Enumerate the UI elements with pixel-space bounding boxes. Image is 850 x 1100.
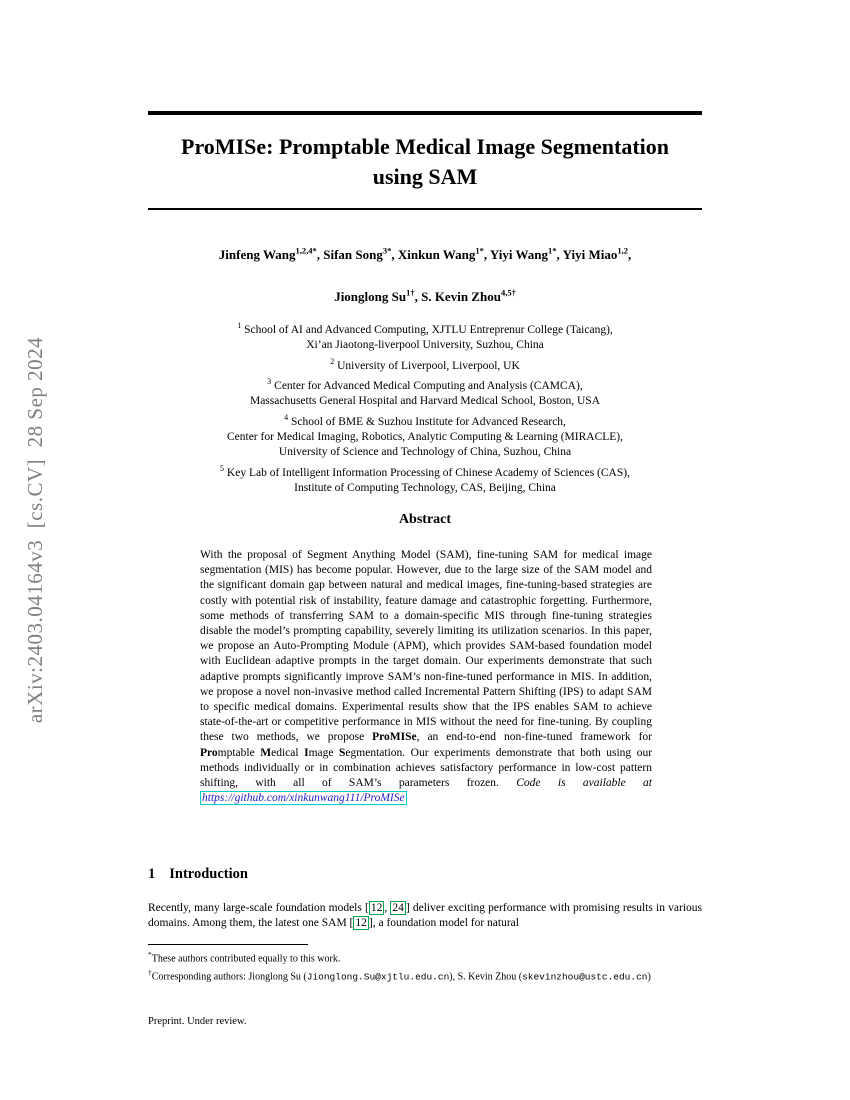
footnote-equal-contribution: *These authors contributed equally to this work.: [148, 950, 341, 965]
affiliation-line: $^5$ Key Lab of Intelligent Information Processing of Chinese Academy of Sciences (CAS),: [220, 463, 630, 479]
author: Sifan Song$^{3*}$,: [323, 246, 398, 263]
code-repository-link[interactable]: https://github.com/xinkunwang111/ProMISe: [202, 792, 405, 805]
author-row-2: [148, 287, 702, 304]
abstract-segment: mptable: [217, 746, 261, 759]
abstract-segment: With the proposal of Segment Anything Model (SAM), fine-tuning SAM for medical image segmentation (MIS) has become popular. However, due to the large size of the SAM model and the significant domain gap between natural and medical images, fine-tuning-based strategies are costly with potential risk of instability, feature damage and catastrophic forgetting. Furthermore, some methods of transferring SAM to a domain-specific MIS through fine-tuning strategies disable the model’s prompting capability, severely limiting its utilization scenarios. In this paper, we propose an Auto-Prompting Module (APM), which provides SAM-based foundation model with Euclidean adaptive prompts in the target domain. Our experiments demonstrate that such adaptive prompts significantly improve SAM’s non-fine-tuned performance in MIS. In addition, we propose a novel non-invasive method called Incremental Pattern Shifting (IPS) to adapt SAM to specific medical domains. Experimental results show that the IPS enables SAM to achieve state-of-the-art or competitive performance in MIS without the need for fine-tuning. By coupling these two methods, we propose: [200, 549, 652, 744]
affiliation-line: $^3$ Center for Advanced Medical Computing and Analysis (CAMCA),: [267, 376, 583, 392]
section-number: 1: [148, 866, 156, 882]
intro-paragraph: [148, 901, 702, 931]
footnote-corresponding-authors: †Corresponding authors: Jionglong Su (Jionglong.Su@xjtlu.edu.cn), S. Kevin Zhou (skevinzhou@ustc.edu.cn): [148, 967, 651, 982]
author: Xinkun Wang$^{1*}$,: [397, 246, 490, 263]
arxiv-watermark: arXiv:2403.04164v3 [cs.CV] 28 Sep 2024: [23, 336, 47, 724]
abstract-segment-bold: Pro: [200, 746, 218, 759]
affiliation-line: University of Science and Technology of China, Suzhou, China: [278, 446, 572, 459]
citation-link[interactable]: 12: [355, 917, 367, 930]
section-heading-introduction: [148, 866, 702, 883]
email-address: skevinzhou@ustc.edu.cn: [522, 970, 648, 982]
abstract-segment-bold: M: [260, 746, 272, 759]
abstract-segment-bold: ProMISe: [372, 731, 417, 744]
author: S. Kevin Zhou$^{4,5\dagger}$: [421, 287, 516, 304]
author-row-1: [148, 246, 702, 263]
affiliation-list: [148, 318, 702, 496]
page-title: [148, 132, 702, 191]
abstract-text: [200, 548, 652, 806]
affiliation-line: Center for Medical Imaging, Robotics, Analytic Computing & Learning (MIRACLE),: [226, 430, 624, 443]
affiliation-line: $^1$ School of AI and Advanced Computing, XJTLU Entreprenur College (Taicang),: [237, 321, 613, 336]
code-availability-note: Code is available at: [516, 777, 652, 790]
affiliation-line: Institute of Computing Technology, CAS, Beijing, China: [294, 481, 556, 494]
title-line-1: ProMISe: Promptable Medical Image Segmentation: [181, 134, 669, 159]
author: Jinfeng Wang$^{1,2,4*}$,: [218, 246, 324, 263]
title-line-2: using SAM: [372, 163, 478, 189]
abstract-segment: egmentation. Our experiments demonstrate that both using our methods individually or in combination achieves satisfactory performance in low-cost pattern shifting, with all of SAM’s parameters frozen.: [200, 746, 653, 790]
abstract-segment: edical: [271, 746, 305, 759]
citation-link[interactable]: 24: [392, 902, 404, 914]
abstract-heading: Abstract: [398, 512, 452, 527]
affiliation-line: Xi’an Jiaotong-liverpool University, Suzhou, China: [306, 339, 544, 352]
abstract-segment-bold: S: [339, 746, 346, 759]
footnotes: [148, 948, 702, 983]
title-rule-bottom: [148, 208, 702, 210]
author-list: [148, 246, 702, 329]
intro-text: Recently, many large-scale foundation models [: [148, 902, 369, 914]
email-address: Jionglong.Su@xjtlu.edu.cn: [306, 970, 450, 982]
affiliation-line: Massachusetts General Hospital and Harvard Medical School, Boston, USA: [249, 395, 601, 408]
abstract-segment: mage: [308, 746, 340, 759]
affiliation-line: $^4$ School of BME & Suzhou Institute for Advanced Research,: [284, 412, 566, 428]
author: Jionglong $Su^{1\dagger}$,: [334, 287, 422, 304]
section-title: Introduction: [169, 866, 248, 882]
intro-text: ], a foundation model for natural: [368, 917, 519, 930]
intro-text: ,: [384, 902, 391, 914]
citation-link[interactable]: 12: [370, 902, 383, 914]
author: Yiyi Miao$^{1,2}$,: [562, 246, 632, 263]
title-rule-top: [148, 111, 702, 115]
affiliation-line: $^2$ University of Liverpool, Liverpool, UK: [330, 356, 520, 372]
abstract-segment-bold: I: [304, 746, 309, 759]
author: Yiyi Wang$^{1*}$,: [489, 246, 563, 263]
footnote-rule: [148, 944, 308, 945]
preprint-notice: Preprint. Under review.: [148, 1016, 247, 1027]
abstract-segment: , an end-to-end non-fine-tuned framework for: [416, 731, 652, 744]
intro-text: ] deliver exciting performance with promising results in various domains. Among them, the latest one SAM [: [148, 902, 703, 930]
